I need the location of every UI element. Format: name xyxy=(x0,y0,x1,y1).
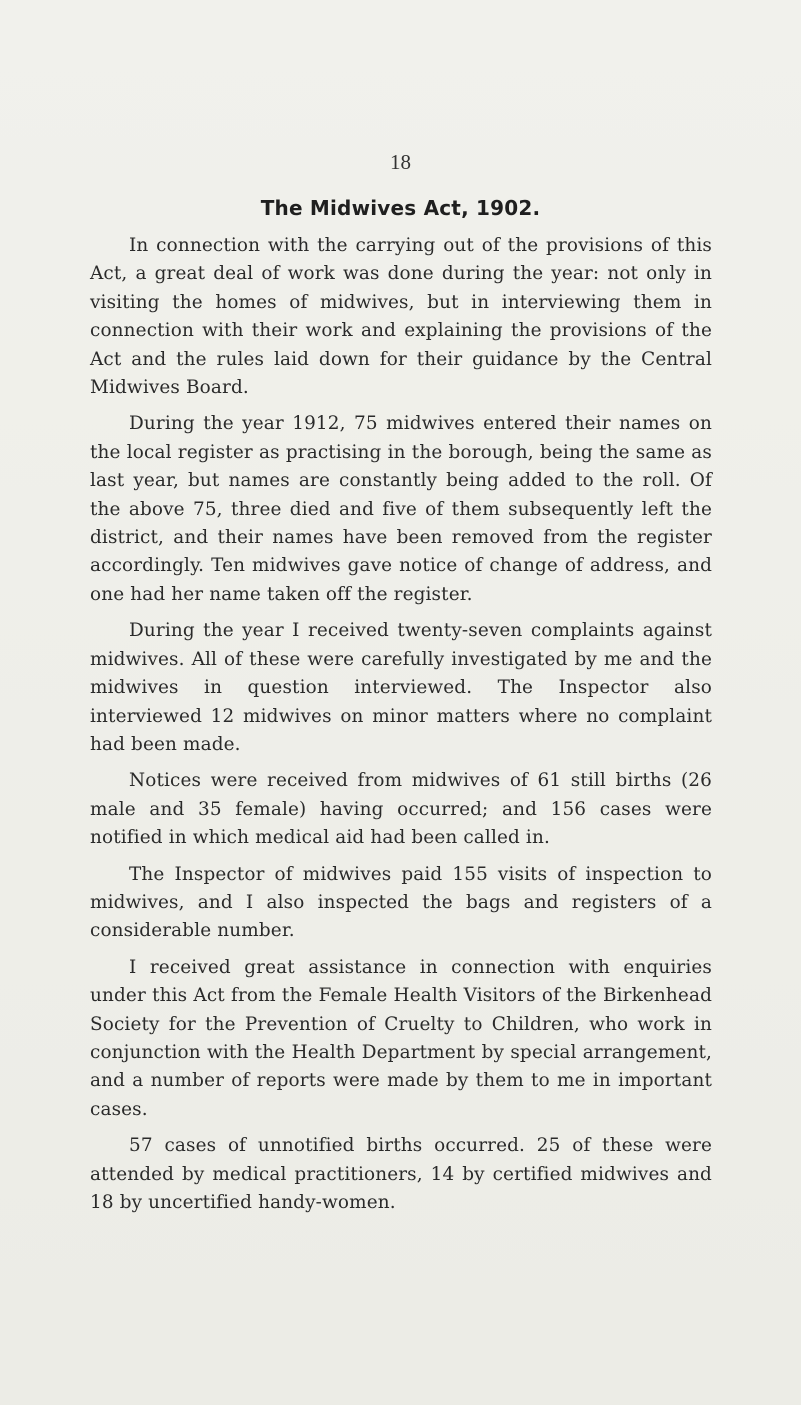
paragraph: 57 cases of unnotified births occurred. 25 of these were attended by medical practitioners, 14 by certified midwives and 18 by uncertified handy-women. xyxy=(90,1135,712,1213)
paragraph: I received great assistance in connection with enquiries under this Act from the Female Health Visitors of the Birkenhead Society for the Prevention of Cruelty to Children, who work in conjunction with the Health Department by special arrangement, and a number of reports were made by them to me in important cases. xyxy=(90,956,712,1120)
body-text xyxy=(90,232,712,1217)
paragraph: During the year 1912, 75 midwives entered their names on the local register as practising in the borough, being the same as last year, but names are constantly being added to the roll. Of the above 75, three died and five of them subsequently left the district, and their names have been removed from the register accordingly. Ten midwives gave notice of change of address, and one had her name taken off the register. xyxy=(90,413,712,605)
paragraph: Notices were received from midwives of 61 still births (26 male and 35 female) having occurred; and 156 cases were notified in which medical aid had been called in. xyxy=(90,770,712,849)
section-heading: The Midwives Act, 1902. xyxy=(260,196,541,220)
paragraph: During the year I received twenty-seven complaints against midwives. All of these were carefully investigated by me and the midwives in question interviewed. The Inspector also interviewed 12 midwives on minor matters where no complaint had been made. xyxy=(90,620,712,755)
page-number: 18 xyxy=(390,150,411,174)
paragraph: In connection with the carrying out of the provisions of this Act, a great deal of work was done during the year: not only in visiting the homes of midwives, but in interviewing them in connection with their work and explaining the provisions of the Act and the rules laid down for their guidance by the Central Midwives Board. xyxy=(90,235,712,399)
paragraph: The Inspector of midwives paid 155 visits of inspection to midwives, and I also inspected the bags and registers of a considerable number. xyxy=(90,863,712,942)
